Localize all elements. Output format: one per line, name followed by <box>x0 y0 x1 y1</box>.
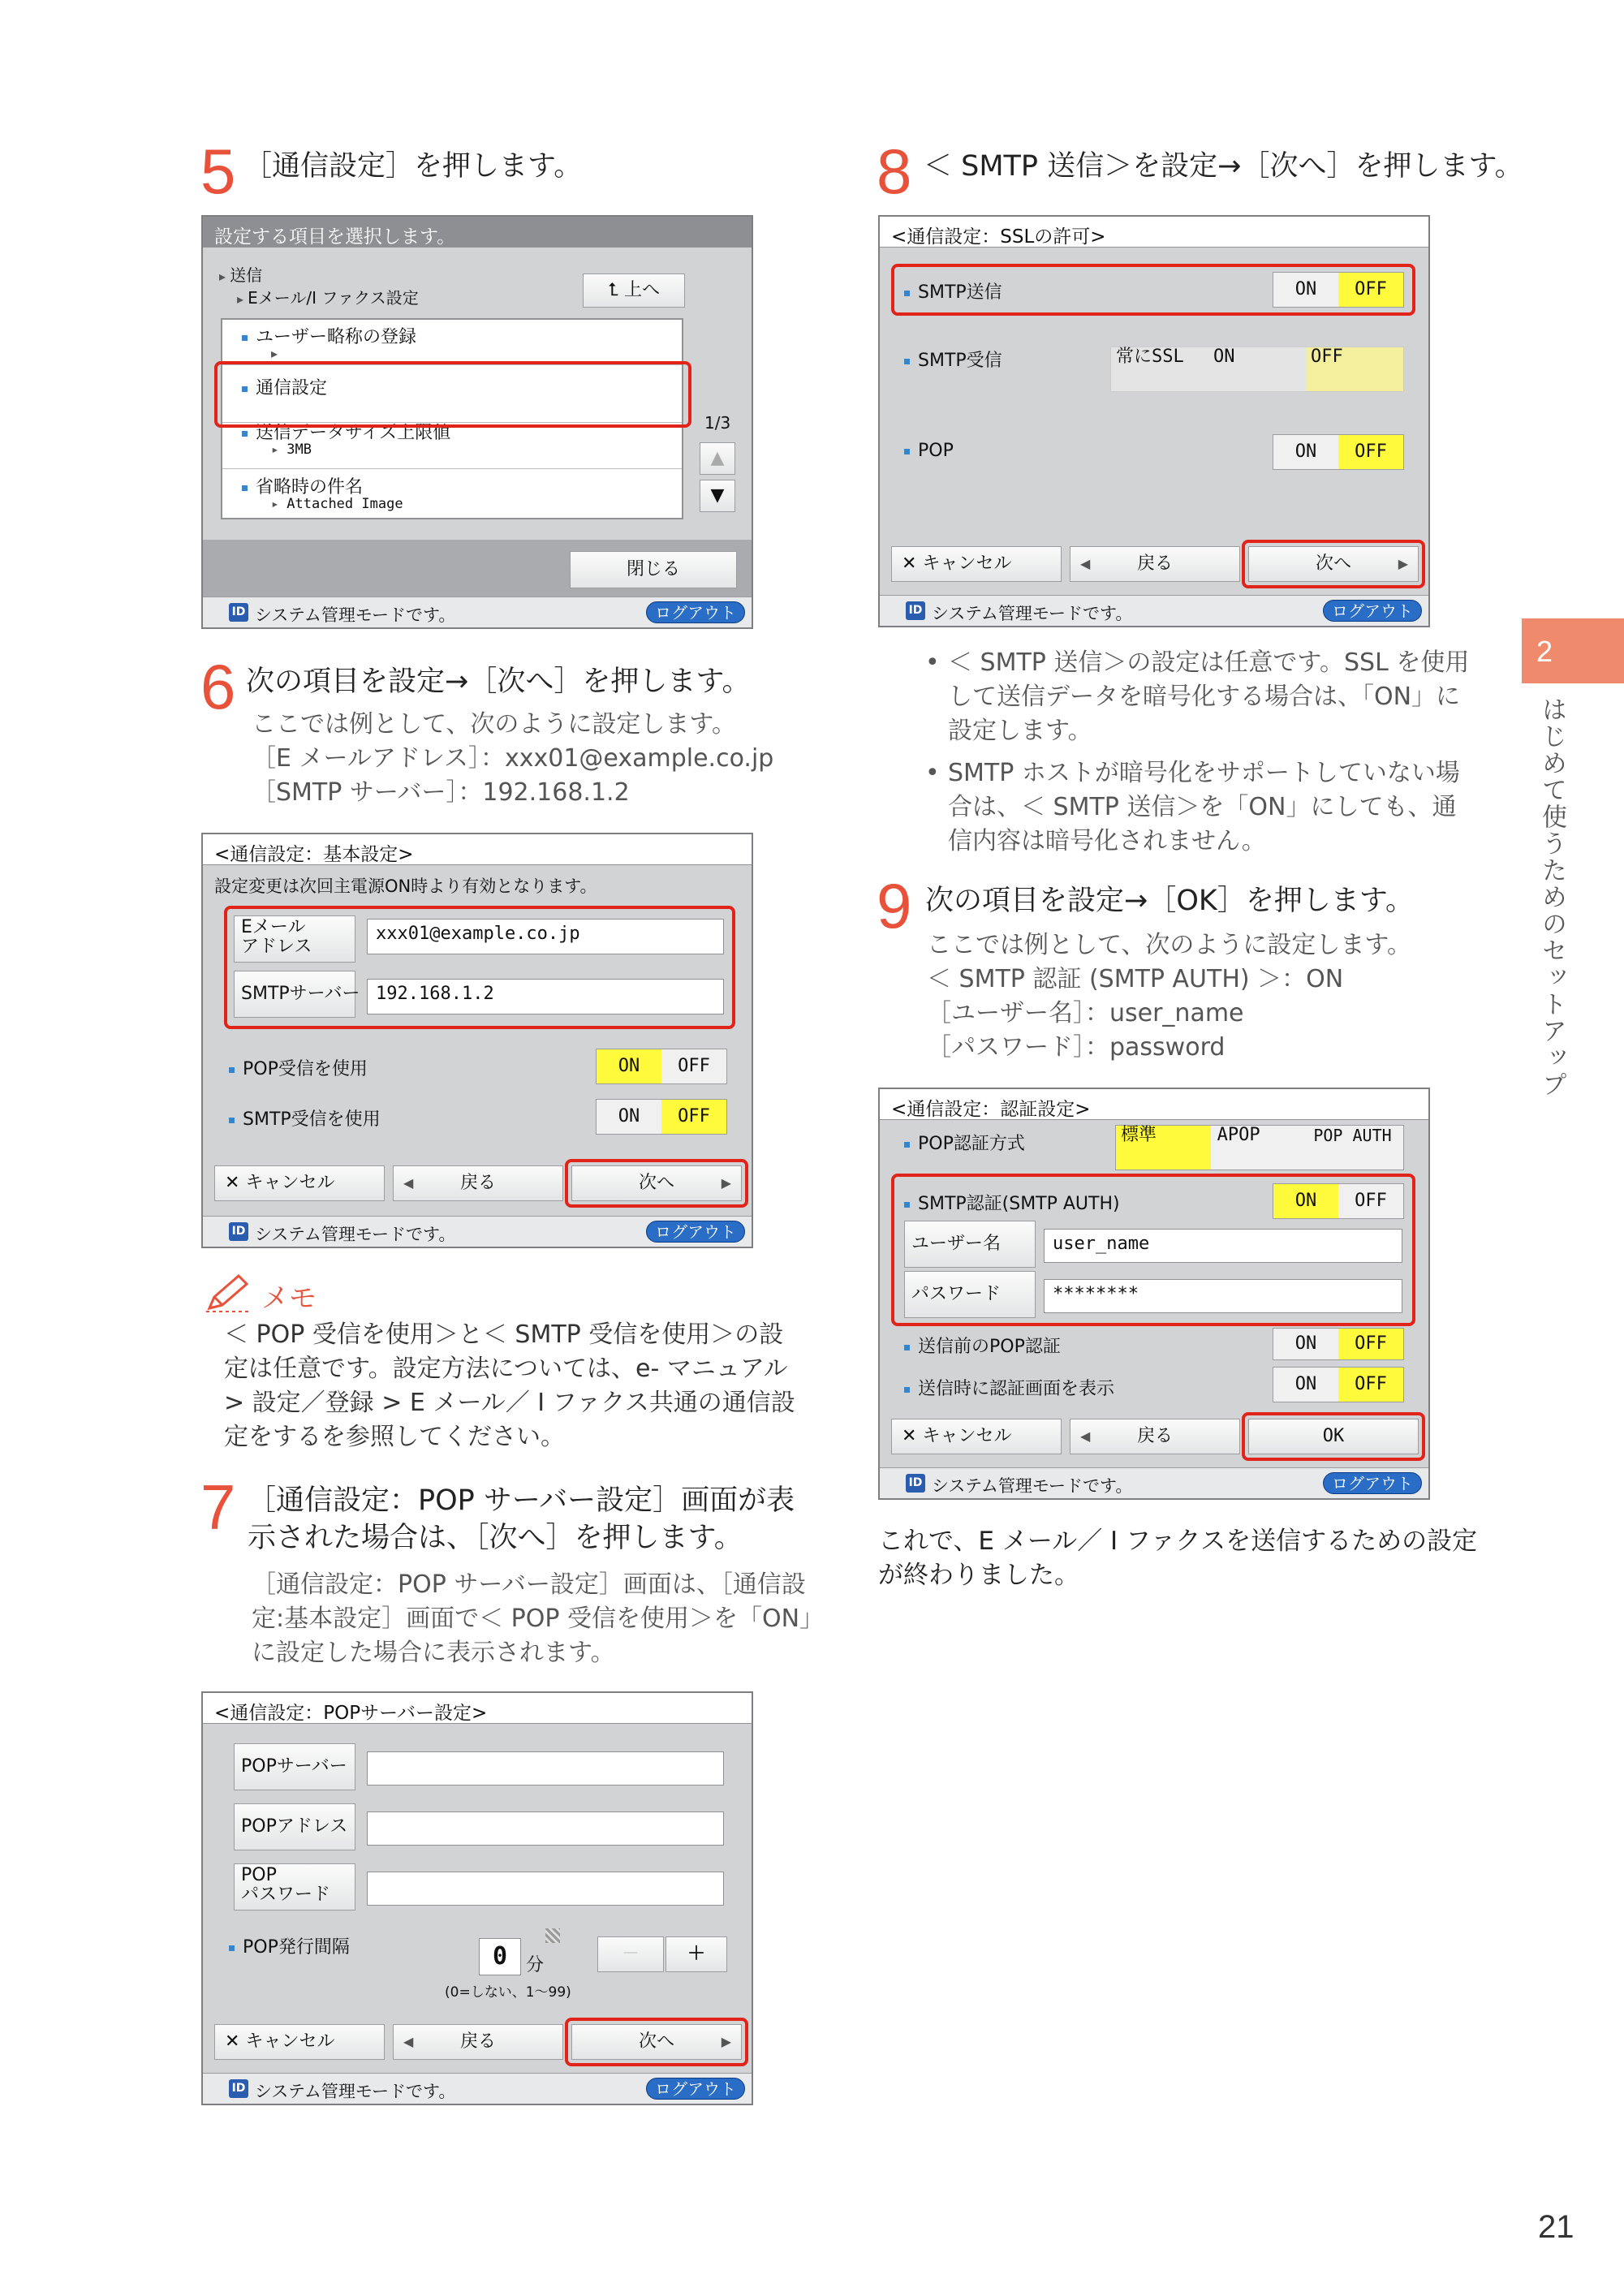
interval-input[interactable]: 0 <box>479 1938 521 1975</box>
close-icon: ✕ <box>902 1426 923 1446</box>
memo-title: メモ <box>261 1282 317 1315</box>
id-icon: ID <box>229 1222 248 1241</box>
password-field[interactable]: ******** <box>1044 1279 1402 1313</box>
chevron-left-icon: ◀ <box>1080 1428 1091 1444</box>
username-button[interactable]: ユーザー名 <box>904 1221 1036 1268</box>
screen-title: 設定する項目を選択します。 <box>203 217 752 248</box>
memo-text: ＜ POP 受信を使用＞と＜ SMTP 受信を使用＞の設 定は任意です。設定方法については、e- マニュアル > 設定／登録 > E メール／ I ファクス共通の通信設 定をするを参照してください。 <box>224 1320 795 1451</box>
pop-label: POP <box>904 441 954 461</box>
close-icon: ✕ <box>902 554 923 574</box>
step-title: ［通信設定］を押します。 <box>243 150 583 183</box>
chapter-title: はじめて使うためのセットアップ <box>1537 696 1566 1098</box>
highlight-box <box>1242 540 1425 588</box>
breadcrumb: ▸ 送信 <box>219 265 263 285</box>
step-description: ここでは例として、次のように設定します。 ＜ SMTP 認証 (SMTP AUTH) ＞：ON ［ユーザー名］：user_name ［パスワード］：password <box>927 931 1411 1062</box>
ok-button[interactable]: OK <box>1248 1419 1419 1454</box>
pop-before-smtp-toggle[interactable]: ON OFF <box>1273 1328 1404 1360</box>
list-item[interactable]: 省略時の件名 ▸ Attached Image <box>222 470 682 519</box>
pop-auth-method-select[interactable]: 標準 APOP POP AUTH <box>1115 1125 1404 1170</box>
up-arrow-icon: ⮤ <box>608 280 624 300</box>
pop-server-button[interactable]: POPサーバー <box>234 1743 355 1790</box>
highlight-box <box>224 906 735 1029</box>
cancel-button[interactable]: ✕ キャンセル <box>214 1165 385 1201</box>
smtp-send-toggle[interactable]: ON OFF <box>1273 272 1404 308</box>
interval-range: (0=しない、1～99) <box>445 1984 571 2001</box>
pop-address-button[interactable]: POPアドレス <box>234 1803 355 1850</box>
status-bar: ID システム管理モードです。 ログアウト <box>203 1216 752 1247</box>
pop-password-button[interactable]: POP パスワード <box>234 1863 355 1910</box>
back-button[interactable]: ◀ 戻る <box>393 1165 563 1201</box>
screen-title: <通信設定：基本設定> <box>203 834 752 865</box>
logout-button[interactable]: ログアウト <box>646 2078 745 2100</box>
pop-before-smtp-label: 送信前のPOP認証 <box>904 1333 1061 1358</box>
smtp-server-field[interactable]: 192.168.1.2 <box>367 979 724 1014</box>
screen-select-item <box>201 215 753 629</box>
step-number: 5 <box>200 136 236 207</box>
pop-auth-method-label: POP認証方式 <box>904 1130 1025 1155</box>
chevron-left-icon: ◀ <box>1080 556 1091 571</box>
pop-toggle[interactable]: ON OFF <box>1273 434 1404 470</box>
chapter-tab: 2 <box>1522 618 1624 683</box>
notes-list: • ＜ SMTP 送信＞の設定は任意です。SSL を使用 して送信データを暗号化する場合は、「ON」に 設定します。 • SMTP ホストが暗号化をサポートしていない場 合は、＜ SMTP 送信＞を「ON」にしても、通 信内容は暗号化されません。 <box>925 648 1470 855</box>
highlight-box <box>891 1174 1415 1326</box>
status-bar: ID システム管理モードです。 ログアウト <box>203 597 752 627</box>
list-item[interactable]: 送信データサイズ上限値 ▸ 3MB <box>222 424 682 469</box>
highlight-box <box>1242 1412 1425 1461</box>
pop-server-field[interactable] <box>367 1751 724 1786</box>
step-title: 次の項目を設定→［OK］を押します。 <box>925 885 1415 917</box>
username-field[interactable]: user_name <box>1044 1229 1402 1263</box>
pop-password-field[interactable] <box>367 1872 724 1906</box>
chevron-right-icon: ▶ <box>1398 556 1408 571</box>
password-button[interactable]: パスワード <box>904 1271 1036 1318</box>
logout-button[interactable]: ログアウト <box>1323 600 1422 622</box>
status-bar: ID システム管理モードです。 ログアウト <box>880 595 1428 626</box>
id-icon: ID <box>906 1474 925 1493</box>
email-field[interactable]: xxx01@example.co.jp <box>367 919 724 954</box>
pop-receive-label: POP受信を使用 <box>229 1055 368 1080</box>
breadcrumb: ▸ Eメール/I ファクス設定 <box>237 288 419 308</box>
step-number: 9 <box>877 870 912 941</box>
step-number: 7 <box>200 1471 236 1543</box>
chevron-right-icon: ▶ <box>721 1175 731 1191</box>
step-title: ＜ SMTP 送信＞を設定→［次へ］を押します。 <box>924 150 1523 183</box>
logout-button[interactable]: ログアウト <box>1323 1472 1422 1494</box>
minutes-unit: 分 <box>526 1955 545 1975</box>
screen-auth-settings <box>878 1088 1430 1500</box>
screen-title: <通信設定：POPサーバー設定> <box>203 1693 752 1724</box>
highlight-box <box>565 1159 748 1208</box>
list-item[interactable]: ユーザー略称の登録 ▸ <box>222 320 682 365</box>
id-icon: ID <box>229 2079 248 2098</box>
logout-button[interactable]: ログアウト <box>646 601 745 623</box>
decrement-button[interactable]: － <box>597 1936 664 1972</box>
screen-title: <通信設定：SSLの許可> <box>880 217 1428 248</box>
cancel-button[interactable]: ✕ キャンセル <box>891 546 1062 582</box>
smtp-receive-label: SMTP受信を使用 <box>229 1105 381 1131</box>
cancel-button[interactable]: ✕ キャンセル <box>891 1419 1062 1454</box>
step-number: 6 <box>200 651 236 722</box>
pop-receive-toggle[interactable]: ON OFF <box>596 1049 727 1084</box>
smtp-receive-label: SMTP受信 <box>904 347 1002 372</box>
step-description: ［通信設定：POP サーバー設定］画面は、［通信設 定:基本設定］画面で＜ POP 受信を使用＞を「ON」 に設定した場合に表示されます。 <box>252 1570 825 1667</box>
increment-button[interactable]: ＋ <box>666 1936 727 1972</box>
list-item-comm-settings[interactable]: 通信設定 <box>222 366 682 423</box>
pencil-icon <box>203 1273 253 1315</box>
status-bar: ID システム管理モードです。 ログアウト <box>880 1467 1428 1498</box>
status-bar: ID システム管理モードです。 ログアウト <box>203 2073 752 2104</box>
smtp-auth-label: SMTP認証(SMTP AUTH) <box>904 1190 1120 1215</box>
highlight-box <box>565 2018 748 2066</box>
smtp-receive-toggle: 常にSSL ON OFF <box>1110 347 1404 392</box>
keypad-icon <box>545 1928 560 1943</box>
close-button[interactable]: 閉じる <box>570 551 737 588</box>
pop-address-field[interactable] <box>367 1811 724 1846</box>
show-auth-screen-toggle[interactable]: ON OFF <box>1273 1367 1404 1402</box>
scroll-down-button[interactable]: ▼ <box>700 480 735 512</box>
scroll-up-button[interactable]: ▲ <box>700 442 735 475</box>
next-button[interactable]: 次へ ▶ <box>571 1165 742 1201</box>
id-icon: ID <box>229 603 248 622</box>
highlight-box <box>214 361 691 428</box>
email-address-button[interactable]: Eメール アドレス <box>234 915 355 963</box>
close-icon: ✕ <box>225 1173 246 1193</box>
step-description: ここでは例として、次のように設定します。 ［E メールアドレス］：xxx01@example.co.jp ［SMTP サーバー］：192.168.1.2 <box>252 710 774 807</box>
smtp-send-label: SMTP送信 <box>904 278 1002 304</box>
screen-basic-settings <box>201 833 753 1248</box>
screen-title: <通信設定：認証設定> <box>880 1089 1428 1120</box>
back-button[interactable]: ◀ 戻る <box>393 2024 563 2060</box>
step-number: 8 <box>877 136 912 207</box>
step-title: 次の項目を設定→［次へ］を押します。 <box>246 666 751 698</box>
step-title: ［通信設定：POP サーバー設定］画面が表 示された場合は、［次へ］を押します。 <box>248 1484 795 1554</box>
cancel-button[interactable]: ✕ キャンセル <box>214 2024 385 2060</box>
chevron-right-icon: ▶ <box>721 2034 731 2049</box>
back-button[interactable]: ◀ 戻る <box>1070 546 1240 582</box>
chevron-left-icon: ◀ <box>403 1175 414 1191</box>
show-auth-screen-label: 送信時に認証画面を表示 <box>904 1375 1114 1400</box>
back-button[interactable]: ◀ 戻る <box>1070 1419 1240 1454</box>
smtp-receive-toggle[interactable]: ON OFF <box>596 1099 727 1135</box>
notice-text: 設定変更は次回主電源ON時より有効となります。 <box>214 877 597 896</box>
close-icon: ✕ <box>225 2031 246 2052</box>
interval-label: POP発行間隔 <box>229 1933 350 1958</box>
page-number: 21 <box>1538 2209 1574 2245</box>
id-icon: ID <box>906 601 925 620</box>
smtp-auth-toggle[interactable]: ON OFF <box>1273 1183 1404 1219</box>
next-button[interactable]: 次へ ▶ <box>571 2024 742 2060</box>
logout-button[interactable]: ログアウト <box>646 1221 745 1243</box>
chevron-left-icon: ◀ <box>403 2034 414 2049</box>
page-indicator: 1/3 <box>704 413 731 433</box>
smtp-server-button[interactable]: SMTPサーバー <box>234 971 355 1018</box>
highlight-box <box>891 264 1415 316</box>
next-button[interactable]: 次へ ▶ <box>1248 546 1419 582</box>
up-button[interactable]: ⮤ 上へ <box>583 274 685 308</box>
screen-ssl-permission <box>878 215 1430 627</box>
screen-pop-server <box>201 1691 753 2105</box>
closing-text: これで、E メール／ I ファクスを送信するための設定 が終わりました。 <box>878 1527 1478 1590</box>
